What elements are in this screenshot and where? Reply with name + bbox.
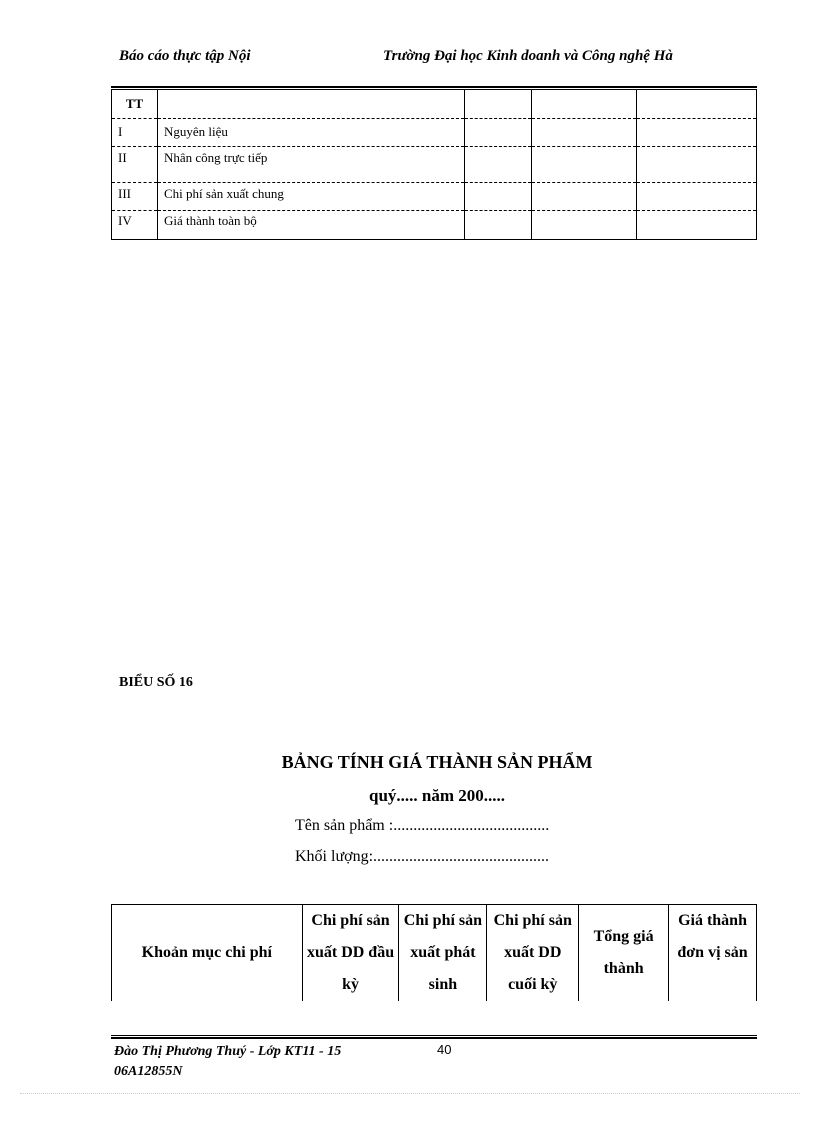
footer-rule (111, 1035, 757, 1039)
page-number: 40 (437, 1042, 452, 1057)
column-header: Chi phí sản xuất phát sinh (399, 905, 487, 1002)
row-code: IV (112, 211, 158, 240)
footer-author: Đào Thị Phương Thuý - Lớp KT11 - 15 06A12855N (114, 1044, 342, 1079)
page-title: BẢNG TÍNH GIÁ THÀNH SẢN PHẨM (281, 752, 593, 772)
row-code: III (112, 183, 158, 211)
tt-header: TT (112, 90, 158, 119)
row-label: Chi phí sản xuất chung (158, 183, 465, 211)
cost-summary-table (111, 90, 757, 240)
page-edge-divider (20, 1093, 800, 1094)
column-header: Tổng giá thành (579, 905, 669, 1002)
cost-item-header: Khoản mục chi phí (112, 905, 303, 1002)
table-row (112, 183, 757, 211)
table-row (112, 211, 757, 240)
row-label: Nhân công trực tiếp (158, 147, 465, 183)
empty-cell (158, 90, 465, 119)
quantity-field: Khối lượng:............................................ (295, 848, 550, 865)
header-report-title: Báo cáo thực tập Nội (119, 48, 251, 64)
row-label: Nguyên liệu (158, 119, 465, 147)
table-row (112, 147, 757, 183)
empty-cell (465, 90, 532, 119)
column-header: Chi phí sản xuất DD đầu kỳ (302, 905, 399, 1002)
column-header: Giá thành đơn vị sản (669, 905, 757, 1002)
table-header-row (112, 905, 757, 1002)
header-university: Trường Đại học Kinh doanh và Công nghệ Hà (383, 48, 673, 64)
form-code: BIỂU SỐ 16 (119, 675, 193, 690)
table-header-row (112, 90, 757, 119)
empty-cell (532, 90, 637, 119)
product-name-field: Tên sản phẩm :....................................... (295, 817, 550, 834)
column-header: Chi phí sản xuất DD cuối kỳ (487, 905, 579, 1002)
empty-cell (637, 90, 757, 119)
row-code: I (112, 119, 158, 147)
cost-calculation-table (111, 904, 757, 1001)
period-line: quý..... năm 200..... (368, 786, 506, 805)
row-code: II (112, 147, 158, 183)
row-label: Giá thành toàn bộ (158, 211, 465, 240)
table-row (112, 119, 757, 147)
